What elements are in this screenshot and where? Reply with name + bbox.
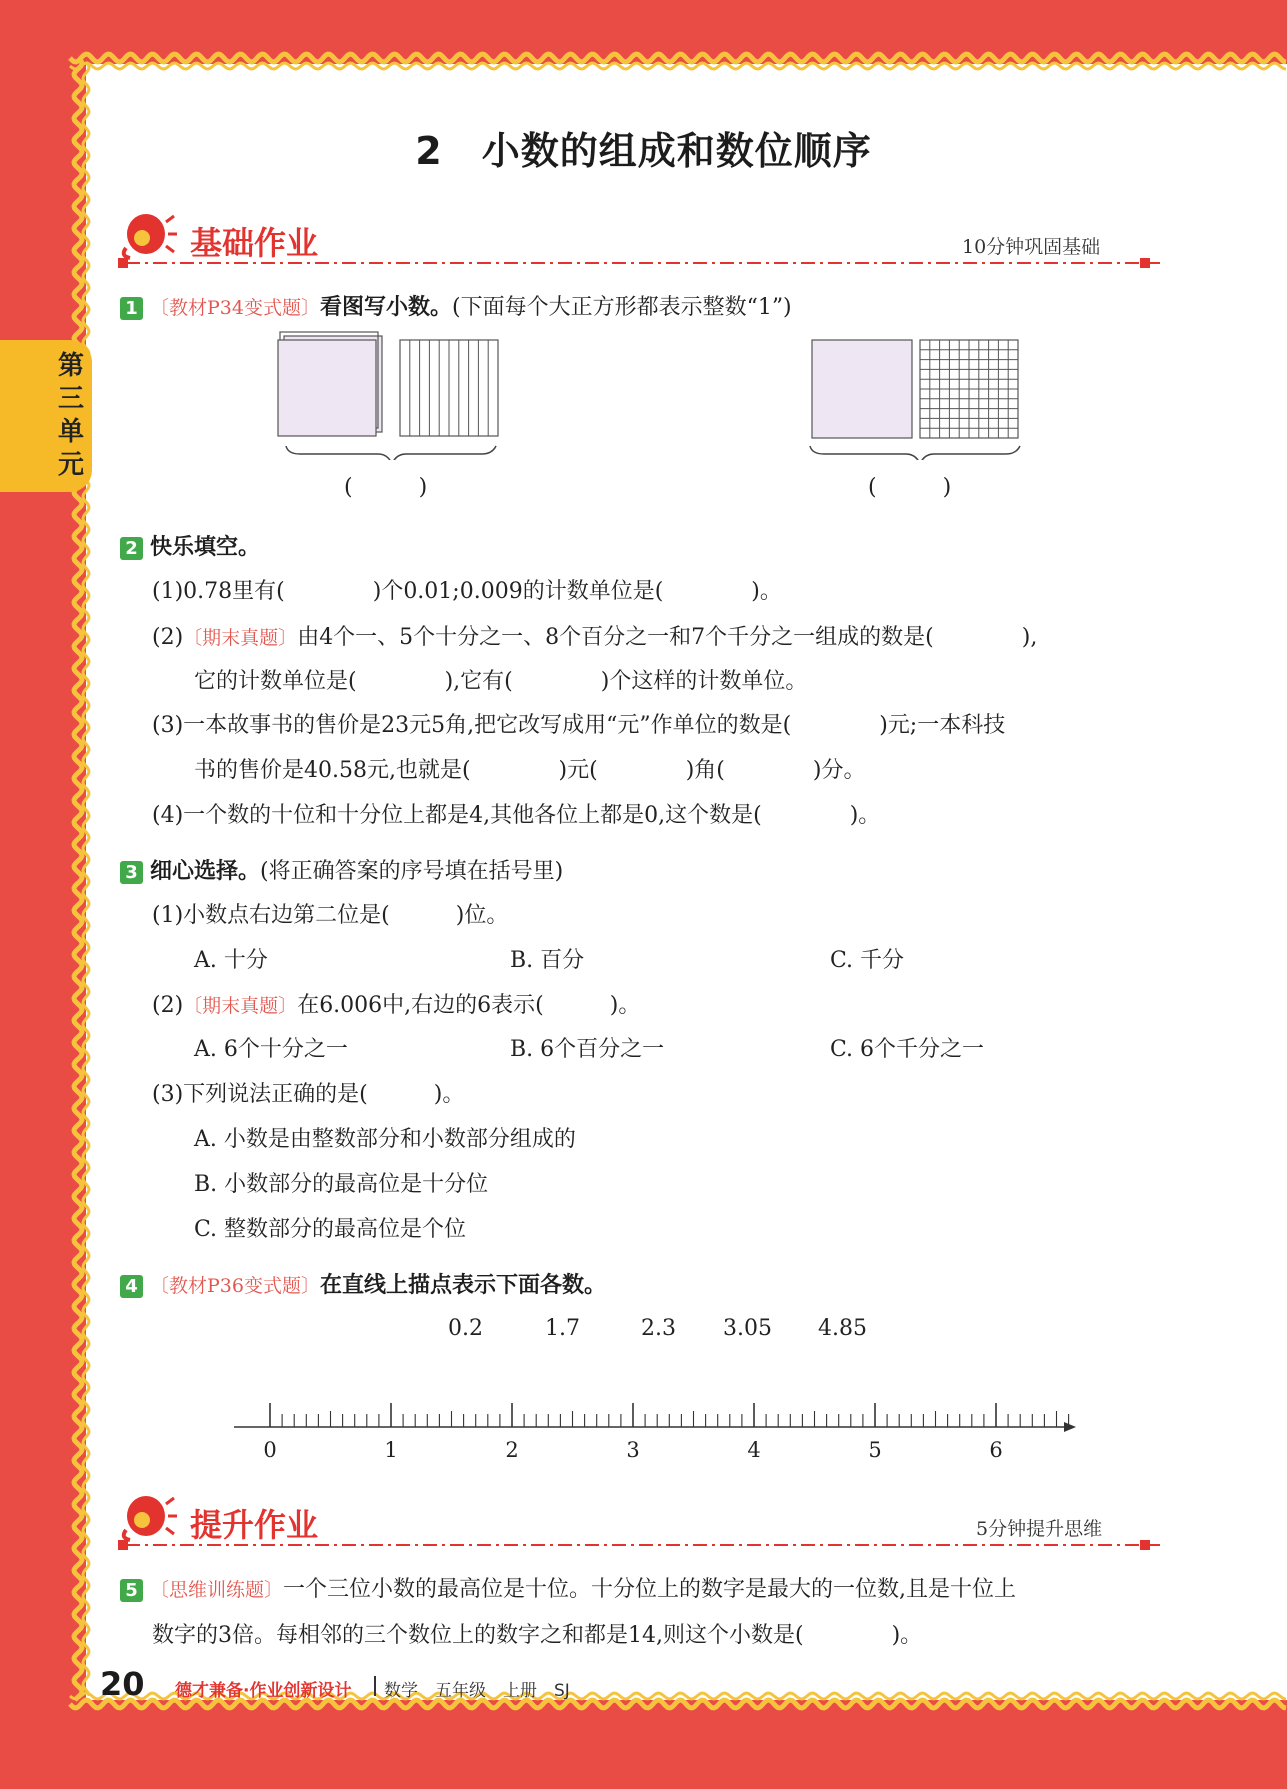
question-2: [120, 530, 260, 561]
footer-divider: [374, 1676, 376, 1696]
sub-text: 由4个一、5个十分之一、8个百分之一和7个千分之一组成的数是( ),: [297, 625, 1038, 650]
axis-label: 2: [505, 1438, 519, 1462]
number-3.05: 3.05: [723, 1316, 772, 1341]
answer-blank-right[interactable]: ( ): [868, 475, 952, 500]
q2-line-2: [152, 620, 1037, 651]
section-tag-basic: 10分钟巩固基础: [962, 236, 1101, 258]
axis-label: 1: [384, 1438, 398, 1462]
section-title-basic: 基础作业: [190, 224, 319, 262]
question-source: 〔期末真题〕: [183, 627, 298, 649]
page-number: 20: [100, 1665, 145, 1703]
tab-char: 三: [57, 384, 84, 414]
question-heading: 看图写小数。: [319, 295, 452, 320]
section-divider: [118, 255, 1160, 271]
q2-line-3: 它的计数单位是( ),它有( )个这样的计数单位。: [194, 669, 808, 694]
answer-blank-left[interactable]: ( ): [344, 475, 428, 500]
question-heading: 快乐填空。: [150, 535, 261, 560]
figure-hundredths: [806, 330, 1036, 460]
axis-label: 6: [989, 1438, 1003, 1462]
figure-tenths: [270, 330, 510, 460]
footer-series: 德才兼备·作业创新设计: [175, 1681, 352, 1701]
option-a[interactable]: A. 十分: [194, 948, 268, 973]
number-2.3: 2.3: [641, 1316, 676, 1341]
section-tag-advanced: 5分钟提升思维: [976, 1518, 1103, 1540]
option-c[interactable]: C. 千分: [830, 948, 905, 973]
tab-char: 单: [57, 417, 84, 447]
q2-line-6: (4)一个数的十位和十分位上都是4,其他各位上都是0,这个数是( )。: [152, 803, 881, 828]
q3-sub-3: (3)下列说法正确的是( )。: [152, 1082, 465, 1107]
option-a[interactable]: A. 6个十分之一: [194, 1037, 348, 1062]
axis-label: 4: [747, 1438, 761, 1462]
question-source: 〔期末真题〕: [183, 995, 298, 1017]
number-4.85: 4.85: [818, 1316, 867, 1341]
question-1: [120, 290, 792, 321]
page-title: 2 小数的组成和数位顺序: [415, 129, 872, 173]
question-heading: 在直线上描点表示下面各数。: [319, 1273, 606, 1298]
option-c[interactable]: C. 整数部分的最高位是个位: [194, 1217, 467, 1242]
question-note: (将正确答案的序号填在括号里): [260, 859, 564, 884]
option-c[interactable]: C. 6个千分之一: [830, 1037, 985, 1062]
question-number: 1: [120, 297, 143, 320]
unit-side-tab-label: [56, 350, 86, 482]
option-b[interactable]: B. 小数部分的最高位是十分位: [194, 1172, 489, 1197]
question-heading: 细心选择。: [150, 859, 261, 884]
question-4: [120, 1268, 606, 1299]
q5-line-2: 数字的3倍。每相邻的三个数位上的数字之和都是14,则这个小数是( )。: [152, 1623, 923, 1648]
question-5: [120, 1572, 1016, 1603]
option-b[interactable]: B. 百分: [510, 948, 585, 973]
lamp-icon: [116, 1490, 178, 1544]
axis-label: 3: [626, 1438, 640, 1462]
tab-char: 第: [57, 351, 84, 381]
number-line[interactable]: [230, 1395, 1080, 1475]
sub-index: (2): [152, 993, 184, 1018]
q2-line-5: 书的售价是40.58元,也就是( )元( )角( )分。: [194, 758, 866, 783]
tab-char: 元: [57, 450, 84, 480]
footer-info: 数学 五年级 上册 SJ: [384, 1681, 570, 1701]
question-text: 一个三位小数的最高位是十位。十分位上的数字是最大的一位数,且是十位上: [283, 1577, 1017, 1602]
question-source: 〔思维训练题〕: [150, 1579, 284, 1601]
axis-label: 0: [263, 1438, 277, 1462]
section-title-advanced: 提升作业: [190, 1506, 319, 1544]
axis-label: 5: [868, 1438, 882, 1462]
question-3: [120, 854, 563, 885]
lamp-icon: [116, 208, 178, 262]
q2-line-4: (3)一本故事书的售价是23元5角,把它改写成用“元”作单位的数是( )元;一本科技: [152, 713, 1006, 738]
question-number: 2: [120, 537, 143, 560]
q2-line-1: (1)0.78里有( )个0.01;0.009的计数单位是( )。: [152, 579, 782, 604]
number-0.2: 0.2: [448, 1316, 483, 1341]
option-a[interactable]: A. 小数是由整数部分和小数部分组成的: [194, 1127, 576, 1152]
question-source: 〔教材P34变式题〕: [150, 297, 320, 319]
question-source: 〔教材P36变式题〕: [150, 1275, 320, 1297]
number-1.7: 1.7: [545, 1316, 580, 1341]
q3-sub-2: [152, 988, 640, 1019]
question-number: 3: [120, 861, 143, 884]
q3-sub-1: (1)小数点右边第二位是( )位。: [152, 903, 509, 928]
question-note: (下面每个大正方形都表示整数“1”): [451, 295, 792, 320]
sub-index: (2): [152, 625, 184, 650]
question-number: 5: [120, 1579, 143, 1602]
option-b[interactable]: B. 6个百分之一: [510, 1037, 665, 1062]
sub-text: 在6.006中,右边的6表示( )。: [297, 993, 641, 1018]
section-divider: [118, 1537, 1160, 1553]
question-number: 4: [120, 1275, 143, 1298]
